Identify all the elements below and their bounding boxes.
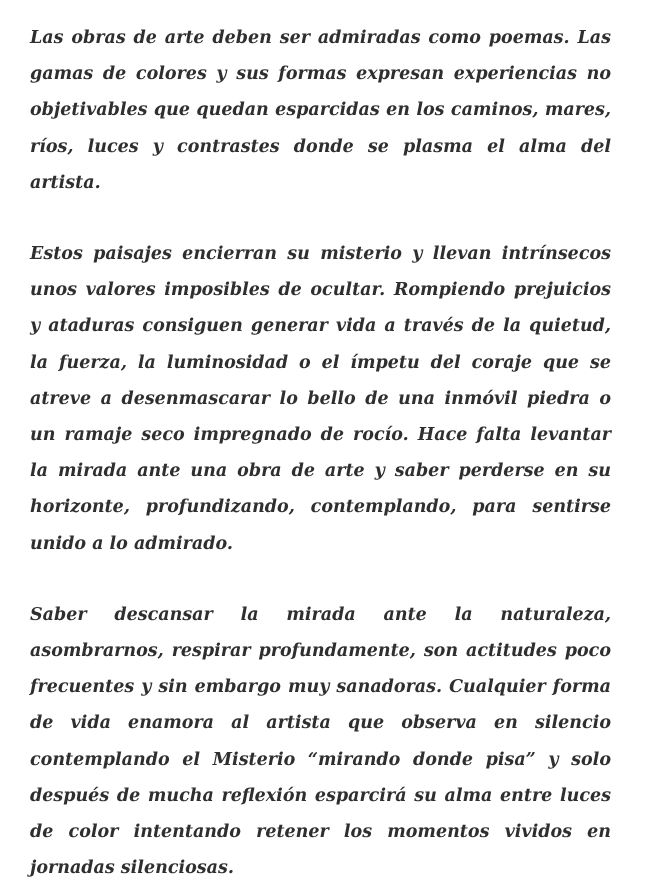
paragraph-1: Las obras de arte deben ser admiradas como poemas. Las gamas de colores y sus formas expresan experiencias no objetivables que quedan esparcidas en los caminos, mares, ríos, luces y contrastes donde se plasma el alma del artista. [30,28,611,193]
article-body [30,20,611,886]
paragraph-3: Saber descansar la mirada ante la naturaleza, asombrarnos, respirar profundamente, son actitudes poco frecuentes y sin embargo muy sanadoras. Cualquier forma de vida enamora al artista que observa en silencio contemplando el Misterio “mirando donde pisa” y solo después de mucha reflexión esparcirá su alma entre luces de color intentando retener los momentos vividos en jornadas silenciosas. [30,604,611,879]
paragraph-2: Estos paisajes encierran su misterio y llevan intrínsecos unos valores imposibles de ocultar. Rompiendo prejuicios y ataduras consiguen generar vida a través de la quietud, la fuerza, la luminosidad o el ímpetu del coraje que se atreve a desenmascarar lo bello de una inmóvil piedra o un ramaje seco impregnado de rocío. Hace falta levantar la mirada ante una obra de arte y saber perderse en su horizonte, profundizando, contemplando, para sentirse unido a lo admirado. [30,244,611,554]
